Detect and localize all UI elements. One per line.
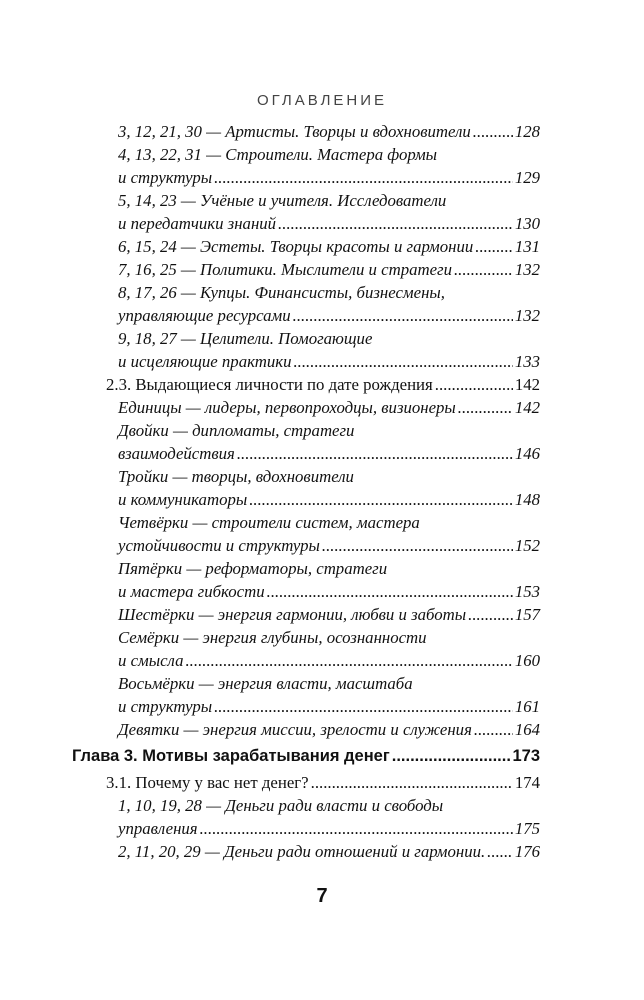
toc-page-number: 157 bbox=[514, 605, 540, 624]
toc-page-number: 142 bbox=[514, 375, 540, 394]
toc-page-number: 174 bbox=[514, 773, 540, 792]
toc-entry-title: управляющие ресурсами bbox=[118, 306, 291, 325]
toc-entry-title: 7, 16, 25 — Политики. Мыслители и стратеги bbox=[118, 260, 452, 279]
dot-leader bbox=[475, 235, 513, 258]
toc-entry-line bbox=[118, 281, 540, 304]
dot-leader bbox=[458, 396, 513, 419]
toc-entry-title: 3, 12, 21, 30 — Артисты. Творцы и вдохновители bbox=[118, 122, 471, 141]
toc-entry-line bbox=[118, 396, 540, 419]
dot-leader bbox=[237, 442, 513, 465]
dot-leader bbox=[214, 695, 513, 718]
toc-entry-line bbox=[118, 557, 540, 580]
toc-entry[interactable] bbox=[106, 419, 540, 465]
toc-entry-line bbox=[118, 143, 540, 166]
toc-entry-line bbox=[118, 626, 540, 649]
toc-entry-line bbox=[118, 511, 540, 534]
dot-leader bbox=[293, 350, 512, 373]
toc-entry-line bbox=[118, 120, 540, 143]
toc-page-number: 176 bbox=[514, 842, 540, 861]
dot-leader bbox=[185, 649, 512, 672]
toc-entry-line bbox=[106, 373, 540, 396]
dot-leader bbox=[474, 718, 513, 741]
toc-entry-title: и структуры bbox=[118, 697, 213, 716]
toc-entry-line bbox=[118, 649, 540, 672]
toc-entry-title: Глава 3. Мотивы зарабатывания денег bbox=[72, 747, 390, 765]
toc-page-number: 133 bbox=[514, 352, 540, 371]
toc-entry-title: 2, 11, 20, 29 — Деньги ради отношений и гармонии. bbox=[118, 842, 486, 861]
toc-entry-line bbox=[118, 327, 540, 350]
toc-entry-title: Пятёрки — реформаторы, стратеги bbox=[118, 559, 388, 578]
dot-leader bbox=[214, 166, 513, 189]
toc-entry-line bbox=[118, 166, 540, 189]
toc-entry-line bbox=[118, 465, 540, 488]
toc-entry-line bbox=[118, 817, 540, 840]
toc-entry[interactable] bbox=[106, 120, 540, 143]
dot-leader bbox=[200, 817, 513, 840]
toc-entry-line bbox=[118, 794, 540, 817]
dot-leader bbox=[487, 840, 513, 863]
toc-entry[interactable] bbox=[106, 143, 540, 189]
toc-entry-title: взаимодействия bbox=[118, 444, 235, 463]
toc-page-number: 173 bbox=[512, 747, 540, 765]
toc-entry-title: Семёрки — энергия глубины, осознанности bbox=[118, 628, 427, 647]
toc-entry-line bbox=[118, 534, 540, 557]
toc-entry-title: и структуры bbox=[118, 168, 213, 187]
toc-entry-title: и смысла bbox=[118, 651, 184, 670]
toc-section[interactable] bbox=[106, 373, 540, 396]
dot-leader bbox=[267, 580, 513, 603]
toc-entry-title: Двойки — дипломаты, стратеги bbox=[118, 421, 355, 440]
toc-entry-line bbox=[118, 603, 540, 626]
toc-page-number: 128 bbox=[514, 122, 540, 141]
toc-entry[interactable] bbox=[106, 511, 540, 557]
toc-entry-title: и коммуникаторы bbox=[118, 490, 248, 509]
toc-entry-line bbox=[118, 580, 540, 603]
dot-leader bbox=[249, 488, 513, 511]
toc-page-number: 130 bbox=[514, 214, 540, 233]
toc-entry[interactable] bbox=[106, 327, 540, 373]
toc-entry-title: Четвёрки — строители систем, мастера bbox=[118, 513, 420, 532]
toc-entry-title: и исцеляющие практики bbox=[118, 352, 292, 371]
table-of-contents bbox=[72, 120, 540, 863]
toc-entry-title: 2.3. Выдающиеся личности по дате рождения bbox=[106, 375, 433, 394]
dot-leader bbox=[435, 373, 513, 396]
toc-entry-line bbox=[118, 189, 540, 212]
toc-page-number: 142 bbox=[514, 398, 540, 417]
dot-leader bbox=[454, 258, 513, 281]
toc-entry[interactable] bbox=[106, 281, 540, 327]
page-header: ОГЛАВЛЕНИЕ bbox=[256, 92, 388, 109]
toc-page-number: 132 bbox=[514, 260, 540, 279]
toc-entry[interactable] bbox=[106, 465, 540, 511]
toc-page-number: 152 bbox=[514, 536, 540, 555]
toc-page-number: 153 bbox=[514, 582, 540, 601]
toc-entry-title: Единицы — лидеры, первопроходцы, визионеры bbox=[118, 398, 456, 417]
dot-leader bbox=[468, 603, 513, 626]
toc-entry-line bbox=[118, 695, 540, 718]
toc-entry[interactable] bbox=[106, 603, 540, 626]
toc-entry-line bbox=[118, 350, 540, 373]
toc-entry-line bbox=[118, 718, 540, 741]
toc-page-number: 160 bbox=[514, 651, 540, 670]
toc-entry-title: Девятки — энергия миссии, зрелости и служения bbox=[118, 720, 472, 739]
toc-entry[interactable] bbox=[106, 557, 540, 603]
toc-entry-line bbox=[118, 258, 540, 281]
toc-entry-title: 9, 18, 27 — Целители. Помогающие bbox=[118, 329, 373, 348]
toc-entry-title: и передатчики знаний bbox=[118, 214, 277, 233]
toc-entry-line bbox=[118, 488, 540, 511]
toc-entry-line bbox=[106, 771, 540, 794]
toc-entry-line bbox=[72, 744, 540, 769]
toc-entry-title: Восьмёрки — энергия власти, масштаба bbox=[118, 674, 413, 693]
toc-entry-title: 6, 15, 24 — Эстеты. Творцы красоты и гармонии bbox=[118, 237, 474, 256]
toc-entry[interactable] bbox=[106, 396, 540, 419]
toc-entry-title: 5, 14, 23 — Учёные и учителя. Исследователи bbox=[118, 191, 447, 210]
toc-entry-line bbox=[118, 212, 540, 235]
toc-entry-title: Тройки — творцы, вдохновители bbox=[118, 467, 354, 486]
toc-entry-line bbox=[118, 304, 540, 327]
toc-page-number: 146 bbox=[514, 444, 540, 463]
dot-leader bbox=[293, 304, 513, 327]
toc-entry[interactable] bbox=[106, 258, 540, 281]
toc-page-number: 129 bbox=[514, 168, 540, 187]
toc-entry-line bbox=[118, 672, 540, 695]
toc-entry-title: 3.1. Почему у вас нет денег? bbox=[106, 773, 309, 792]
toc-entry-line bbox=[118, 442, 540, 465]
toc-entry[interactable] bbox=[106, 840, 540, 863]
toc-page-number: 175 bbox=[514, 819, 540, 838]
dot-leader bbox=[278, 212, 513, 235]
toc-entry-title: управления bbox=[118, 819, 198, 838]
toc-entry[interactable] bbox=[106, 718, 540, 741]
toc-page-number: 164 bbox=[514, 720, 540, 739]
toc-section[interactable] bbox=[106, 771, 540, 794]
toc-entry[interactable] bbox=[106, 672, 540, 718]
toc-entry-title: и мастера гибкости bbox=[118, 582, 265, 601]
toc-entry-title: Шестёрки — энергия гармонии, любви и заботы bbox=[118, 605, 467, 624]
toc-page-number: 131 bbox=[514, 237, 540, 256]
toc-entry-line bbox=[118, 235, 540, 258]
toc-page-number: 161 bbox=[514, 697, 540, 716]
page-number: 7 bbox=[316, 885, 328, 907]
dot-leader bbox=[392, 744, 511, 769]
toc-chapter[interactable] bbox=[72, 744, 540, 769]
toc-entry-line bbox=[118, 419, 540, 442]
toc-entry-title: 8, 17, 26 — Купцы. Финансисты, бизнесмены, bbox=[118, 283, 445, 302]
toc-entry[interactable] bbox=[106, 235, 540, 258]
toc-entry-title: 4, 13, 22, 31 — Строители. Мастера формы bbox=[118, 145, 438, 164]
dot-leader bbox=[311, 771, 513, 794]
toc-entry-line bbox=[118, 840, 540, 863]
toc-entry-title: 1, 10, 19, 28 — Деньги ради власти и свободы bbox=[118, 796, 444, 815]
toc-page-number: 132 bbox=[514, 306, 540, 325]
toc-entry[interactable] bbox=[106, 189, 540, 235]
toc-page-number: 148 bbox=[514, 490, 540, 509]
dot-leader bbox=[473, 120, 513, 143]
toc-entry-title: устойчивости и структуры bbox=[118, 536, 320, 555]
toc-entry[interactable] bbox=[106, 794, 540, 840]
dot-leader bbox=[322, 534, 513, 557]
toc-entry[interactable] bbox=[106, 626, 540, 672]
